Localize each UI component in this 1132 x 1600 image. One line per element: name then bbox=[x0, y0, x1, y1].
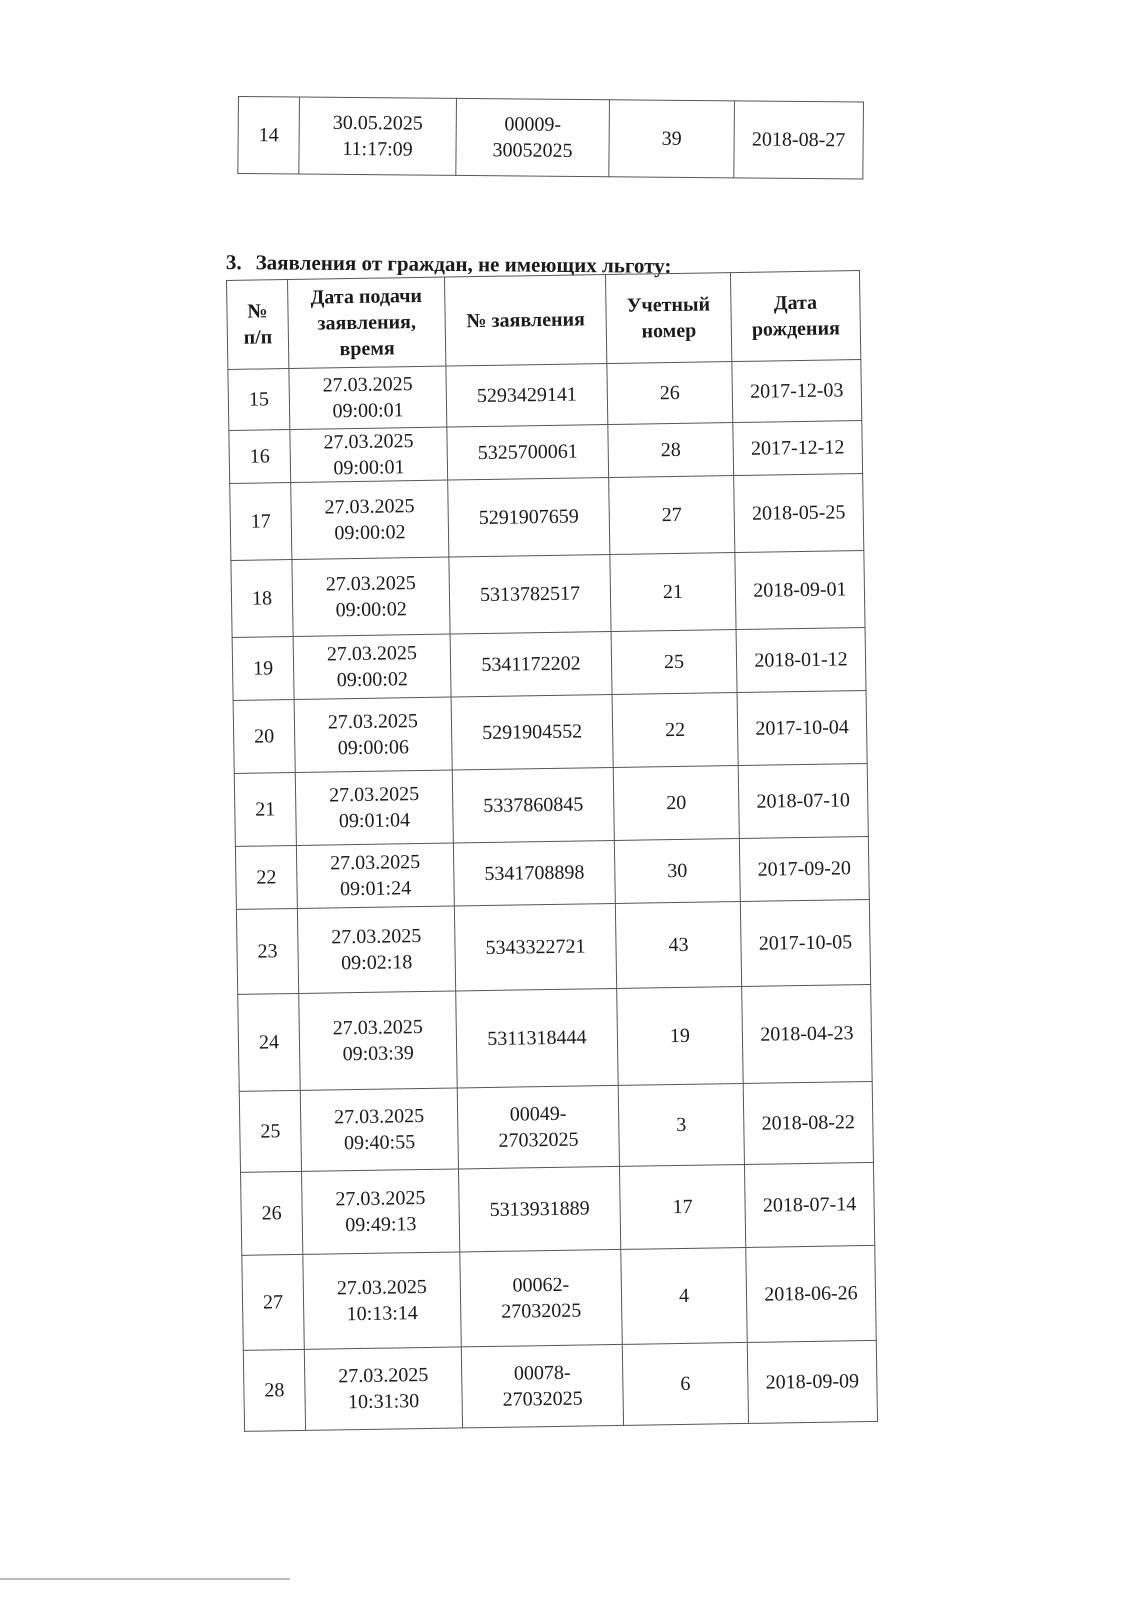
submission-date-cell bbox=[290, 427, 448, 482]
header-num-line2: п/п bbox=[243, 326, 273, 349]
header-application-number: № заявления bbox=[444, 275, 606, 367]
table-row bbox=[242, 1245, 876, 1350]
header-date-line2: заявления, bbox=[317, 311, 417, 335]
application-number-part1: 5341708898 bbox=[484, 861, 585, 886]
submission-date: 27.03.2025 bbox=[326, 642, 418, 666]
row-number-cell bbox=[229, 430, 291, 484]
application-number-cell bbox=[447, 425, 609, 481]
header-row-number bbox=[227, 280, 289, 370]
table-row bbox=[231, 551, 865, 638]
application-number-cell bbox=[456, 988, 619, 1088]
account-number-cell: 39 bbox=[609, 100, 735, 178]
account-number: 17 bbox=[672, 1195, 693, 1219]
header-num-line1: № bbox=[247, 300, 268, 323]
application-number-cell bbox=[461, 1344, 623, 1428]
account-number: 28 bbox=[660, 438, 681, 462]
application-number-part2: 27032025 bbox=[502, 1387, 583, 1411]
birth-date: 2017-10-05 bbox=[758, 931, 853, 955]
row-number: 18 bbox=[251, 587, 273, 610]
row-number: 22 bbox=[256, 866, 277, 889]
birth-date-cell bbox=[742, 984, 873, 1083]
account-number: 6 bbox=[680, 1372, 691, 1395]
submission-time: 09:00:02 bbox=[336, 668, 409, 692]
birth-date: 2017-09-20 bbox=[757, 857, 852, 881]
application-number-part1: 5343322721 bbox=[485, 935, 586, 960]
account-number-cell bbox=[618, 1083, 744, 1166]
application-number-part1: 5337860845 bbox=[483, 793, 584, 818]
birth-date: 2018-01-12 bbox=[754, 648, 848, 672]
row-number: 15 bbox=[248, 388, 270, 411]
submission-date: 27.03.2025 bbox=[324, 495, 415, 519]
account-number: 26 bbox=[659, 381, 681, 405]
application-number-cell bbox=[452, 767, 614, 843]
row-number-cell bbox=[231, 559, 293, 637]
account-number-cell bbox=[610, 553, 736, 632]
application-number-part1: 5311318444 bbox=[487, 1026, 587, 1050]
submission-date-cell bbox=[302, 1169, 460, 1254]
row-number-cell bbox=[241, 1171, 303, 1255]
header-account-number bbox=[605, 273, 731, 364]
account-number-cell bbox=[615, 901, 741, 988]
row-number: 23 bbox=[257, 940, 278, 963]
application-number-part1: 5291907659 bbox=[478, 505, 579, 530]
application-number-part1: 5293429141 bbox=[476, 383, 578, 408]
submission-date-cell bbox=[304, 1347, 462, 1430]
account-number: 20 bbox=[666, 791, 687, 815]
submission-time: 09:40:55 bbox=[343, 1131, 416, 1155]
application-number-part1: 00049- bbox=[509, 1102, 567, 1126]
row-number-cell bbox=[235, 845, 297, 909]
application-number-part1: 5341172202 bbox=[481, 652, 581, 677]
application-number-cell bbox=[446, 364, 608, 428]
application-number-part1: 00009- bbox=[504, 113, 562, 136]
row-number-cell bbox=[239, 1090, 301, 1172]
account-number-cell bbox=[617, 986, 744, 1085]
row-number: 20 bbox=[254, 725, 275, 748]
application-number-part1: 00062- bbox=[512, 1273, 570, 1297]
table-row bbox=[235, 836, 869, 909]
application-number-cell bbox=[453, 840, 615, 906]
application-number-cell bbox=[458, 1166, 620, 1252]
account-number-cell bbox=[611, 630, 737, 695]
table-header-row bbox=[227, 271, 861, 370]
birth-date: 2018-09-09 bbox=[765, 1370, 860, 1394]
row-number-cell bbox=[236, 908, 298, 994]
table-row bbox=[234, 763, 868, 846]
birth-date-cell bbox=[746, 1245, 876, 1342]
application-number-cell bbox=[450, 631, 612, 697]
birth-date-cell bbox=[733, 421, 863, 476]
account-number-cell bbox=[607, 362, 733, 425]
submission-date: 27.03.2025 bbox=[338, 1363, 429, 1388]
application-number-part1: 5313931889 bbox=[489, 1197, 590, 1221]
account-number: 19 bbox=[669, 1024, 691, 1048]
birth-date: 2018-09-01 bbox=[753, 578, 847, 602]
birth-date-cell bbox=[739, 836, 869, 901]
submission-date: 27.03.2025 bbox=[336, 1275, 428, 1300]
account-number-cell bbox=[614, 839, 740, 904]
application-number-part1: 00078- bbox=[513, 1361, 571, 1385]
submission-date-cell bbox=[299, 97, 457, 175]
table-row bbox=[239, 1081, 873, 1172]
scan-edge-line bbox=[0, 1578, 290, 1580]
submission-date: 27.03.2025 bbox=[322, 373, 413, 397]
application-number-cell bbox=[451, 694, 613, 770]
submission-time: 09:01:04 bbox=[338, 809, 411, 833]
account-number: 3 bbox=[676, 1113, 687, 1137]
header-account-line1: Учетный bbox=[626, 293, 711, 317]
account-number-cell bbox=[621, 1247, 747, 1344]
submission-date-cell bbox=[291, 480, 449, 559]
account-number: 27 bbox=[661, 503, 682, 527]
birth-date-cell bbox=[738, 763, 868, 838]
header-birth-line1: Дата bbox=[773, 291, 818, 315]
applications-table bbox=[226, 270, 878, 1432]
header-birth-date bbox=[730, 271, 860, 362]
birth-date-cell bbox=[734, 474, 864, 553]
row-number: 27 bbox=[262, 1291, 284, 1314]
row-number: 19 bbox=[252, 657, 274, 680]
application-number-part1: 5313782517 bbox=[479, 582, 581, 607]
submission-time: 09:03:39 bbox=[342, 1042, 414, 1066]
birth-date: 2018-08-22 bbox=[761, 1111, 856, 1135]
submission-date: 27.03.2025 bbox=[328, 783, 420, 807]
row-number-cell bbox=[238, 993, 301, 1091]
row-number: 16 bbox=[249, 445, 270, 468]
birth-date: 2017-12-12 bbox=[750, 436, 845, 460]
row-number-cell bbox=[232, 636, 294, 700]
submission-date-cell bbox=[293, 634, 451, 699]
submission-date: 27.03.2025 bbox=[332, 1016, 423, 1040]
header-submission-date bbox=[288, 277, 446, 368]
application-number-part2: 27032025 bbox=[501, 1299, 582, 1323]
account-number-cell bbox=[619, 1164, 745, 1249]
row-number: 25 bbox=[260, 1120, 281, 1143]
submission-time: 09:02:18 bbox=[341, 951, 413, 975]
submission-date: 27.03.2025 bbox=[330, 851, 421, 875]
submission-date: 27.03.2025 bbox=[323, 430, 414, 454]
birth-date: 2018-05-25 bbox=[751, 501, 846, 525]
account-number: 43 bbox=[668, 933, 689, 957]
submission-date-cell bbox=[303, 1252, 461, 1349]
submission-time: 09:01:24 bbox=[339, 877, 412, 901]
table-row bbox=[241, 1162, 875, 1255]
submission-date-cell bbox=[299, 991, 458, 1090]
table-row bbox=[232, 628, 866, 701]
row-number-cell: 14 bbox=[238, 97, 300, 175]
row-number-cell bbox=[233, 699, 295, 773]
submission-date-cell bbox=[300, 1088, 458, 1171]
application-number-cell bbox=[457, 1085, 619, 1169]
submission-date: 27.03.2025 bbox=[327, 710, 419, 734]
application-number-cell bbox=[454, 903, 616, 991]
application-number-cell bbox=[456, 98, 610, 176]
application-number-part2: 27032025 bbox=[498, 1128, 579, 1152]
submission-date-cell bbox=[289, 366, 447, 429]
submission-date-cell bbox=[292, 557, 450, 636]
submission-time: 09:00:06 bbox=[337, 736, 410, 760]
section-title: Заявления от граждан, не имеющих льготу: bbox=[255, 250, 672, 278]
table-body bbox=[228, 360, 878, 1432]
submission-date-cell bbox=[295, 770, 453, 845]
submission-time: 09:49:13 bbox=[345, 1213, 417, 1237]
account-number-cell bbox=[608, 423, 734, 478]
table-row bbox=[238, 97, 864, 179]
row-number: 21 bbox=[255, 798, 276, 821]
row-number-cell bbox=[234, 772, 296, 846]
row-number: 17 bbox=[250, 510, 271, 533]
birth-date: 2018-07-10 bbox=[756, 789, 851, 813]
account-number: 21 bbox=[662, 580, 684, 604]
submission-date-cell bbox=[294, 697, 452, 772]
birth-date-cell bbox=[735, 551, 865, 630]
birth-date: 2018-06-26 bbox=[764, 1282, 858, 1306]
submission-time: 09:00:02 bbox=[335, 598, 407, 622]
birth-date-cell bbox=[743, 1081, 873, 1164]
table-row bbox=[230, 474, 864, 561]
submission-date-cell bbox=[297, 906, 455, 993]
row-number-cell bbox=[228, 369, 290, 431]
table-row bbox=[236, 899, 870, 994]
application-number-part1: 5291904552 bbox=[481, 720, 583, 745]
account-number-cell bbox=[613, 766, 739, 841]
table-row bbox=[233, 690, 867, 773]
row-number-cell bbox=[230, 483, 292, 561]
table-row bbox=[228, 360, 862, 431]
birth-date: 2017-10-04 bbox=[755, 716, 849, 740]
header-date-line3: время bbox=[339, 337, 395, 361]
birth-date-cell bbox=[747, 1340, 877, 1423]
account-number-cell bbox=[612, 693, 738, 768]
birth-date-cell: 2018-08-27 bbox=[734, 101, 864, 179]
application-number-cell bbox=[449, 555, 611, 635]
birth-date-cell bbox=[737, 690, 867, 765]
account-number-cell bbox=[609, 476, 735, 555]
submission-date-cell bbox=[296, 843, 454, 908]
birth-date-cell bbox=[744, 1162, 874, 1247]
submission-date: 27.03.2025 bbox=[333, 1104, 425, 1129]
row-number: 24 bbox=[258, 1031, 280, 1054]
continuation-table bbox=[237, 96, 864, 179]
row-number: 26 bbox=[261, 1202, 282, 1225]
row-number-cell bbox=[242, 1254, 304, 1350]
account-number: 22 bbox=[664, 718, 686, 742]
account-number: 4 bbox=[678, 1284, 690, 1308]
birth-date: 2018-04-23 bbox=[760, 1022, 854, 1046]
submission-time: 10:31:30 bbox=[347, 1390, 420, 1414]
birth-date-cell bbox=[736, 628, 866, 693]
submission-time: 09:00:02 bbox=[334, 521, 406, 545]
application-number-part1: 5325700061 bbox=[477, 440, 578, 465]
submission-time: 09:00:01 bbox=[332, 399, 404, 423]
section-number: 3. bbox=[225, 250, 242, 275]
submission-time: 11:17:09 bbox=[342, 137, 413, 161]
submission-date: 27.03.2025 bbox=[331, 925, 422, 949]
account-number: 25 bbox=[663, 650, 685, 674]
header-account-line2: номер bbox=[641, 319, 697, 343]
submission-time: 10:13:14 bbox=[346, 1302, 418, 1326]
application-number-part2: 30052025 bbox=[492, 139, 573, 162]
header-date-line1: Дата подачи bbox=[310, 284, 423, 309]
submission-time: 09:00:01 bbox=[333, 456, 405, 480]
birth-date-cell bbox=[732, 360, 862, 423]
birth-date: 2017-12-03 bbox=[749, 379, 844, 403]
table-row bbox=[238, 984, 872, 1091]
submission-date: 27.03.2025 bbox=[335, 1186, 426, 1211]
submission-date: 27.03.2025 bbox=[325, 572, 416, 596]
birth-date-cell bbox=[740, 899, 870, 986]
account-number-cell bbox=[622, 1342, 748, 1425]
row-number: 28 bbox=[264, 1379, 285, 1402]
submission-date: 30.05.2025 bbox=[332, 111, 423, 135]
table-row bbox=[243, 1340, 877, 1431]
application-number-cell bbox=[448, 478, 610, 558]
application-number-cell bbox=[460, 1249, 622, 1347]
header-birth-line2: рождения bbox=[751, 317, 841, 341]
birth-date: 2018-07-14 bbox=[762, 1193, 857, 1217]
account-number: 30 bbox=[667, 859, 688, 883]
row-number-cell bbox=[243, 1349, 305, 1431]
